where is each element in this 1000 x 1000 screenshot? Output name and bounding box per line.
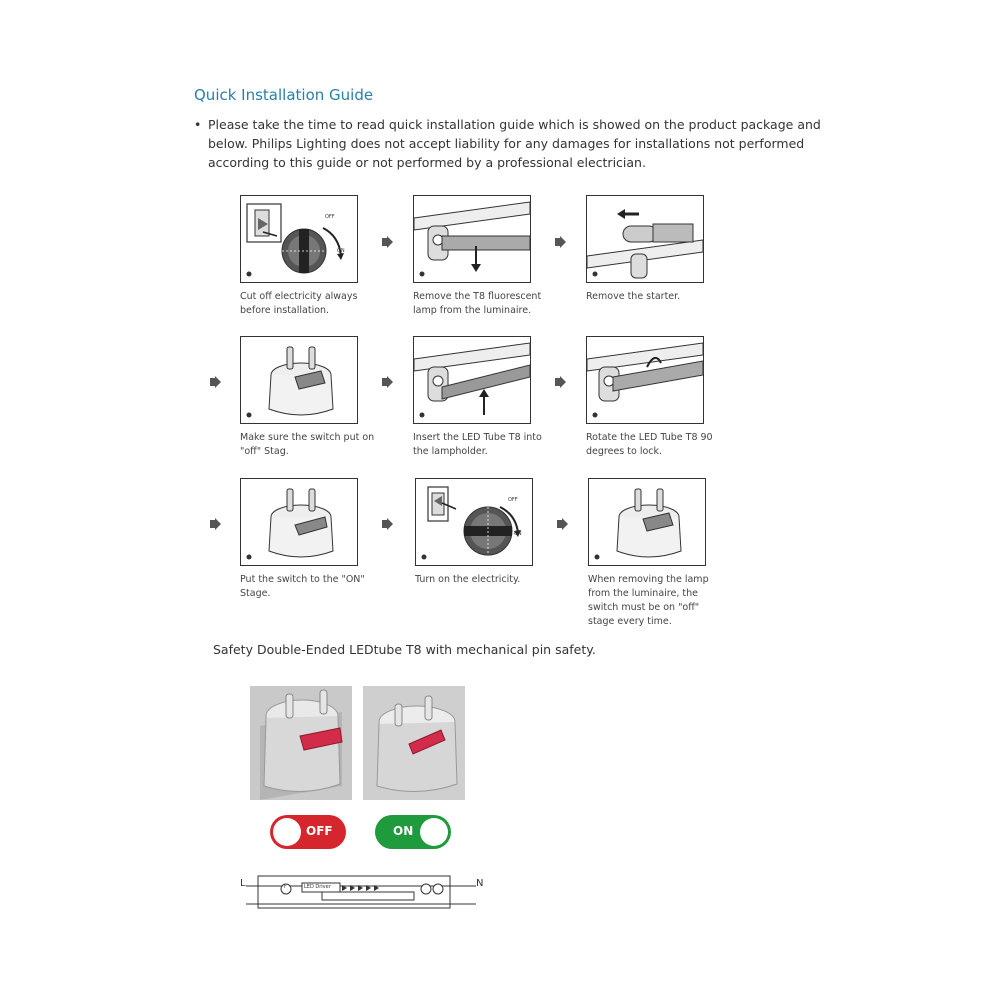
step-5-caption: Insert the LED Tube T8 into the lampholder. <box>413 432 542 457</box>
step-8 <box>415 478 533 587</box>
off-toggle-badge <box>270 815 346 849</box>
step-6-illustration <box>586 336 704 424</box>
arrow-right-icon <box>208 374 222 388</box>
driver-label: LED Driver <box>304 884 331 890</box>
toggle-knob <box>420 818 448 846</box>
step-1-caption: Cut off electricity always before installation. <box>240 291 358 316</box>
step-3-illustration <box>586 195 704 283</box>
arrow-right-icon <box>555 516 569 530</box>
dial-on-label: ON <box>514 531 522 537</box>
step-3-caption: Remove the starter. <box>586 291 681 302</box>
step-2 <box>413 195 542 318</box>
step-5 <box>413 336 542 459</box>
step-7-illustration <box>240 478 358 566</box>
bullet-dot-icon: • <box>194 117 202 132</box>
fuse-label: F <box>284 884 287 890</box>
step-4-illustration <box>240 336 358 424</box>
on-label: ON <box>393 824 414 838</box>
tube-end-photo-on <box>363 686 465 800</box>
step-3 <box>586 195 704 304</box>
step-1 <box>240 195 358 318</box>
step-1-illustration <box>240 195 358 283</box>
step-4 <box>240 336 375 459</box>
toggle-knob <box>273 818 301 846</box>
arrow-right-icon <box>380 516 394 530</box>
step-9 <box>588 478 709 629</box>
step-9-illustration <box>588 478 706 566</box>
dial-on-label: ON <box>337 248 345 254</box>
page-title: Quick Installation Guide <box>194 86 374 104</box>
line-label: L <box>240 878 246 889</box>
dial-off-label: OFF <box>508 497 518 503</box>
step-2-caption: Remove the T8 fluorescent lamp from the luminaire. <box>413 291 542 316</box>
arrow-right-icon <box>553 234 567 248</box>
step-5-illustration <box>413 336 531 424</box>
step-8-illustration <box>415 478 533 566</box>
step-6-caption: Rotate the LED Tube T8 90 degrees to lock. <box>586 432 713 457</box>
step-9-caption: When removing the lamp from the luminaire, the switch must be on "off" stage every time. <box>588 574 709 627</box>
arrow-right-icon <box>380 234 394 248</box>
on-toggle-badge <box>375 815 451 849</box>
arrow-right-icon <box>380 374 394 388</box>
step-7-caption: Put the switch to the "ON" Stage. <box>240 574 365 599</box>
step-4-caption: Make sure the switch put on "off" Stag. <box>240 432 375 457</box>
dial-off-label: OFF <box>325 214 335 220</box>
step-8-caption: Turn on the electricity. <box>415 574 521 585</box>
arrow-right-icon <box>553 374 567 388</box>
arrow-right-icon <box>208 516 222 530</box>
intro-text: Please take the time to read quick installation guide which is showed on the product package and below. Philips Lighting does not accept liability for any damages for installations not performed according to this guide or not performed by a professional electrician. <box>208 117 821 170</box>
step-7 <box>240 478 365 601</box>
tube-end-photo-off <box>250 686 352 800</box>
safety-subheading: Safety Double-Ended LEDtube T8 with mechanical pin safety. <box>213 642 596 657</box>
neutral-label: N <box>476 878 484 889</box>
off-label: OFF <box>306 824 333 838</box>
step-2-illustration <box>413 195 531 283</box>
step-6 <box>586 336 713 459</box>
wiring-diagram <box>238 870 488 914</box>
